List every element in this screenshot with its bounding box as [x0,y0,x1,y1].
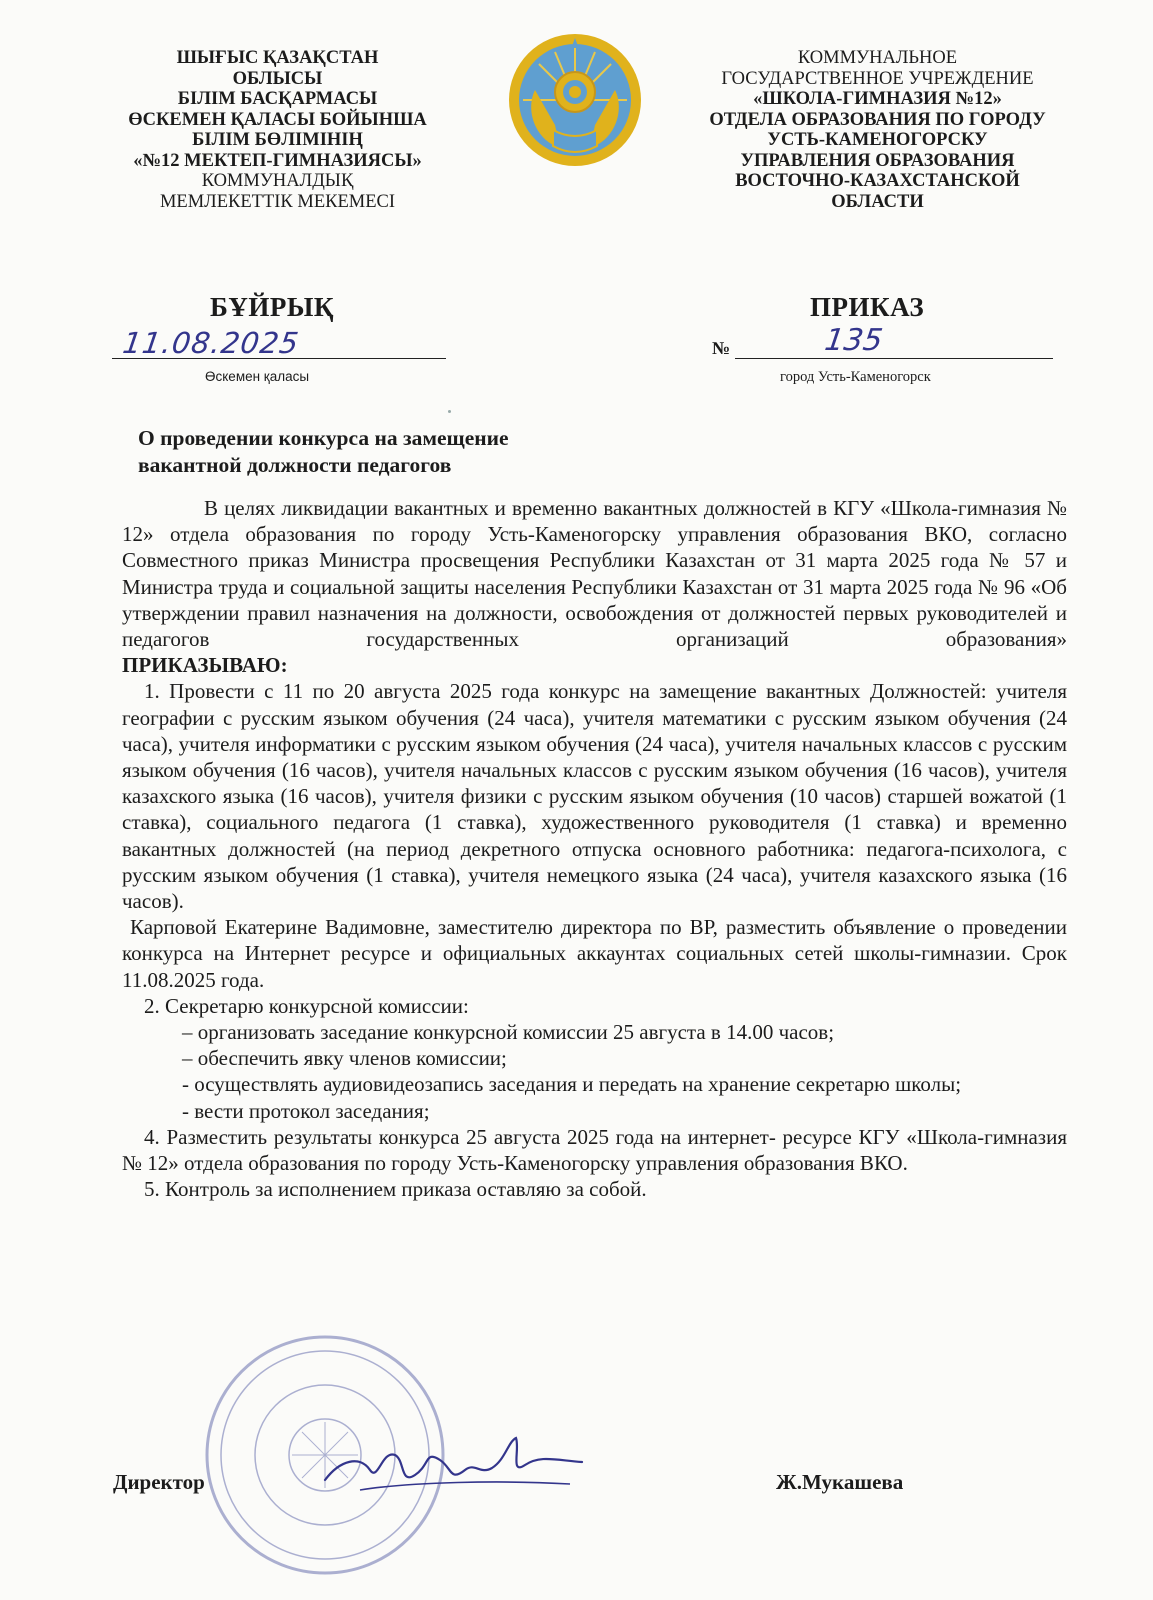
header-right-line: ГОСУДАРСТВЕННОЕ УЧРЕЖДЕНИЕ [721,68,1034,89]
number-underline [735,358,1053,359]
header-right-line: УПРАВЛЕНИЯ ОБРАЗОВАНИЯ [740,150,1015,171]
header-right-line: КОММУНАЛЬНОЕ [797,48,958,68]
header-left-line: МЕМЛЕКЕТТІК МЕКЕМЕСІ [159,191,396,212]
item-2: 2. Секретарю конкурсной комиссии: [144,993,469,1018]
doc-type-russian: ПРИКАЗ [810,292,925,322]
preamble-paragraph: В целях ликвидации вакантных и временно вакантных должностей в КГУ «Школа-гимназия № 12» отдела образования по городу Усть-Каменогорску управления образования ВКО, согласно Совместного приказ Министра просвещения Республики Казахстан от 31 марта 2025 года № 57 и Министра труда и социальной защиты населения Республики Казахстан от 31 марта 2025 года № 96 «Об утверждении правил назначения на должности, освобождения от должностей первых руководителей и педагогов государственных организаций образования» [122,496,1067,652]
header-russian-institution [680,48,1075,212]
header-right-line: ВОСТОЧНО-КАЗАХСТАНСКОЙ [735,171,1020,191]
doc-type-kazakh: БҰЙРЫҚ [210,292,334,322]
header-left-line: ОБЛЫСЫ [232,68,323,89]
header-left-line: ӨСКЕМЕН ҚАЛАСЫ БОЙЫНША [128,109,427,130]
header-right-line: «ШКОЛА-ГИМНАЗИЯ №12» [753,89,1002,109]
item-5: 5. Контроль за исполнением приказа оставляю за собой. [144,1177,647,1202]
subject-line: О проведении конкурса на замещение [138,426,509,450]
item-2-subitem: - вести протокол заседания; [182,1098,430,1123]
item-2-subitem: – обеспечить явку членов комиссии; [182,1046,507,1071]
city-russian: город Усть-Каменогорск [780,369,931,385]
header-right-line: ОБЛАСТИ [831,191,924,212]
handwritten-number: 135 [822,323,885,358]
scan-speck [448,410,451,413]
header-left-line: «№12 МЕКТЕП-ГИМНАЗИЯСЫ» [133,150,422,171]
header-right-line: ОТДЕЛА ОБРАЗОВАНИЯ ПО ГОРОДУ [709,109,1046,130]
order-keyword: ПРИКАЗЫВАЮ: [122,653,288,678]
city-kazakh: Өскемен қаласы [205,369,310,384]
item-1-announcement: Карповой Екатерине Вадимовне, заместителю директора по ВР, разместить объявление о проведении конкурса на Интернет ресурсе и официальных аккаунтах социальных сетей школы-гимназии. Срок 11.08.2025 года. [122,915,1067,992]
header-left-line: БІЛІМ БАСҚАРМАСЫ [177,89,378,109]
header-right-line: УСТЬ-КАМЕНОГОРСКУ [767,130,988,150]
item-2-subitem: - осуществлять аудиовидеозапись заседания и передать на хранение секретарю школы; [182,1072,962,1097]
signer-role: Директор [113,1470,205,1494]
item-1: 1. Провести с 11 по 20 августа 2025 года конкурс на замещение вакантных Должностей: учителя географии с русским языком обучения (24 часа), учителя математики с русским языком обучения (24 часа), учителя информатики с русским языком обучения (24 часа), учителя начальных классов с русским языком обучения (16 часов), учителя начальных классов с русским языком обучения (16 часов), учителя казахского языка (16 часов), учителя физики с русским языком обучения (10 часов) старшей вожатой (1 ставка), социального педагога (1 ставка), художественного руководителя (1 ставка) и временно вакантных должностей (на период декретного отпуска основного работника: педагога-психолога, с русским языком обучения (1 ставка), учителя немецкого языка (24 часа), учителя казахского языка (16 часов). [122,679,1067,914]
subject-line: вакантной должности педагогов [138,453,452,477]
header-left-line: БІЛІМ БӨЛІМІНІҢ [192,130,363,150]
item-4: 4. Разместить результаты конкурса 25 августа 2025 года на интернет- ресурсе КГУ «Школа-гимназия № 12» отдела образования по городу Усть-Каменогорску управления образования ВКО. [122,1124,1067,1176]
state-emblem-icon [505,30,645,170]
header-left-line: ШЫҒЫС ҚАЗАҚСТАН [176,48,379,68]
order-subject [138,425,509,479]
header-kazakh-institution [100,48,455,212]
order-body [122,495,1067,1202]
item-2-subitem: – организовать заседание конкурсной комиссии 25 августа в 14.00 часов; [182,1020,835,1045]
handwritten-signature-icon [320,1420,590,1510]
signer-name: Ж.Мукашева [776,1470,904,1494]
header-left-line: КОММУНАЛДЫҚ [201,171,354,191]
handwritten-date: 11.08.2025 [120,326,302,360]
number-sign: № [712,338,731,358]
